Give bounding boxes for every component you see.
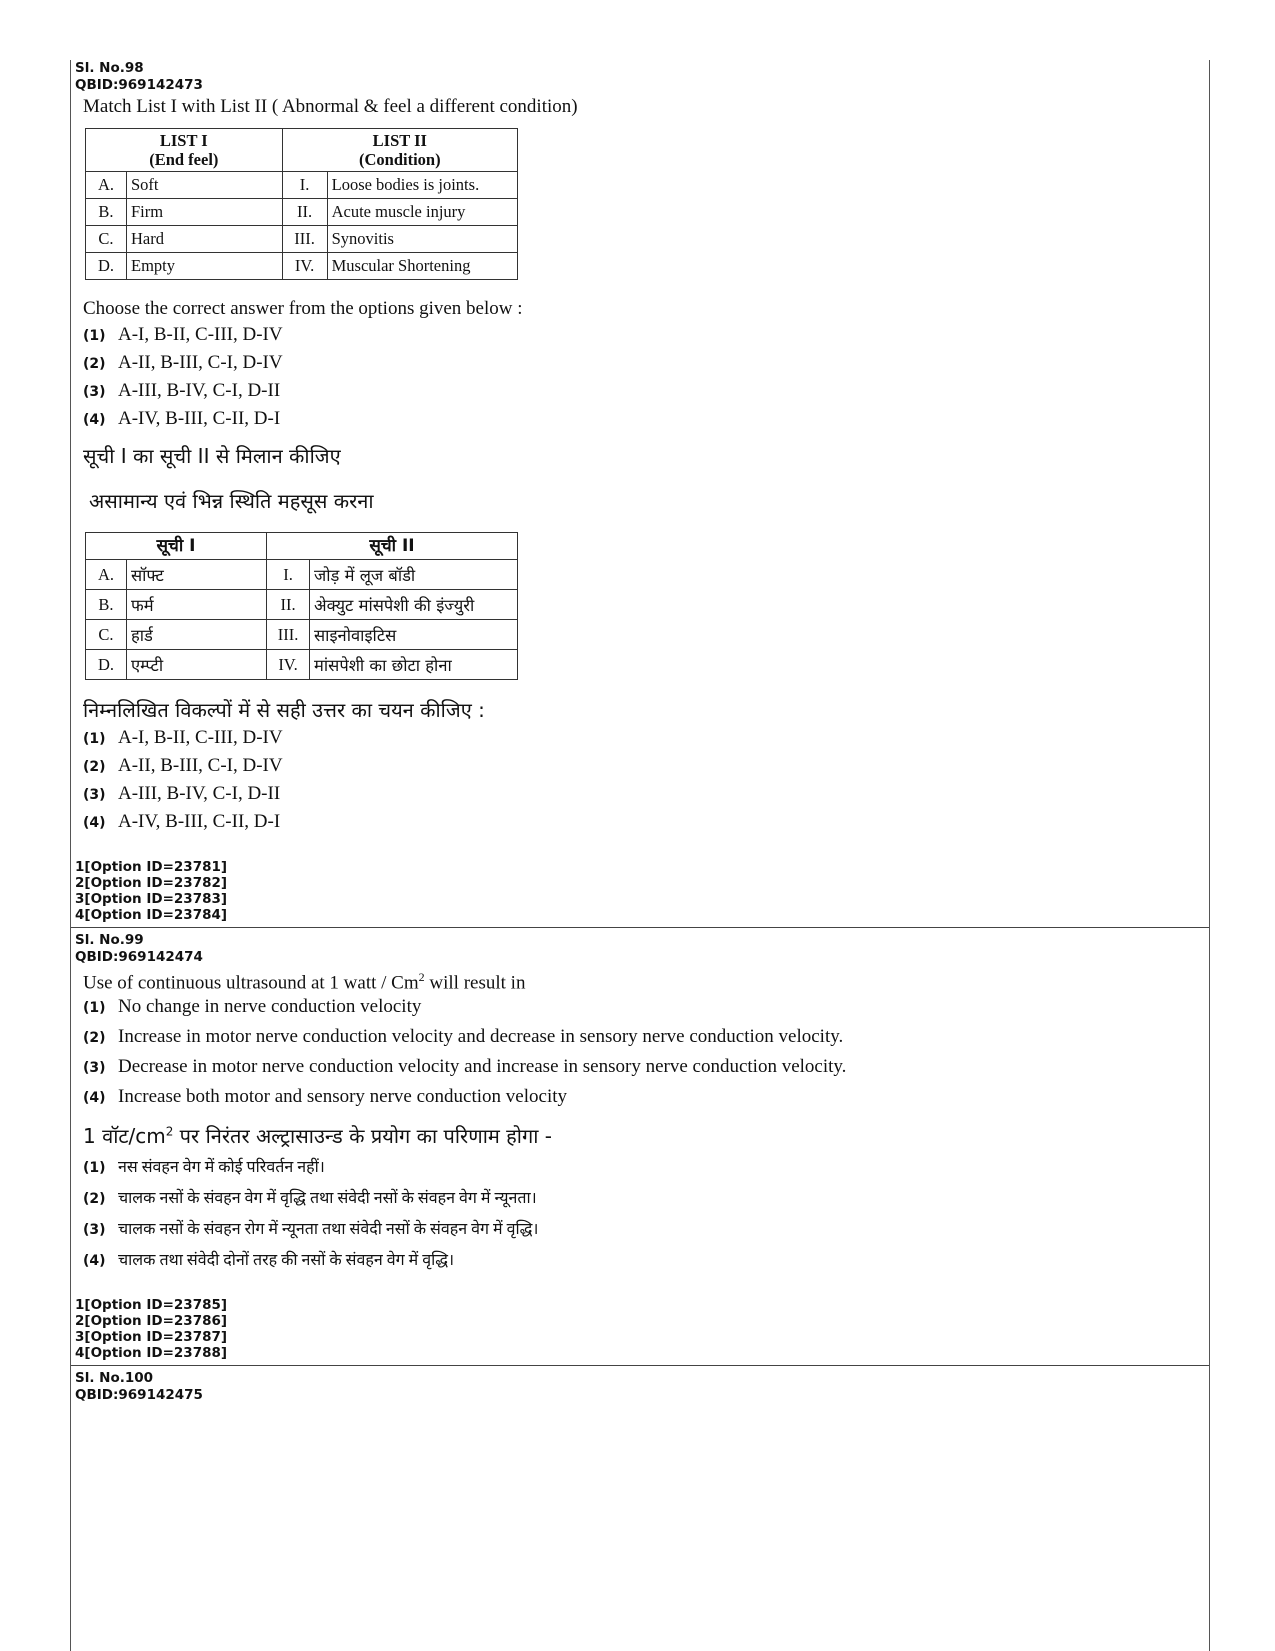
option-1[interactable]: (1) A-I, B-II, C-III, D-IV xyxy=(83,727,283,748)
question-100 xyxy=(71,1365,1209,1404)
table-row: A. Soft I. Loose bodies is joints. xyxy=(86,172,518,199)
serial-number: Sl. No.98 xyxy=(75,60,144,76)
choose-instruction-en: Choose the correct answer from the options given below : xyxy=(83,298,523,319)
qbid: QBID:969142475 xyxy=(75,1387,203,1404)
match-table-hi xyxy=(85,532,518,680)
option-id-list: 1[Option ID=23781] 2[Option ID=23782] 3[Option ID=23783] 4[Option ID=23784] xyxy=(75,859,228,923)
option-3[interactable]: (3) A-III, B-IV, C-I, D-II xyxy=(83,380,281,401)
table-row: C. Hard III. Synovitis xyxy=(86,226,518,253)
list2-header: LIST II (Condition) xyxy=(282,129,517,172)
qbid: QBID:969142474 xyxy=(75,949,203,965)
option-4[interactable]: (4) Increase both motor and sensory nerve conduction velocity xyxy=(83,1086,567,1108)
table-row: D. Empty IV. Muscular Shortening xyxy=(86,253,518,280)
option-4[interactable]: (4) A-IV, B-III, C-II, D-I xyxy=(83,408,281,429)
list1-header: LIST I (End feel) xyxy=(86,129,283,172)
option-3[interactable]: (3) Decrease in motor nerve conduction velocity and increase in sensory nerve conduction velocity. xyxy=(83,1056,847,1078)
option-4[interactable]: (4) A-IV, B-III, C-II, D-I xyxy=(83,811,281,832)
table-row: C. हार्ड III. साइनोवाइटिस xyxy=(86,620,518,650)
serial-number: Sl. No.100 xyxy=(75,1370,154,1387)
options-hi xyxy=(75,1155,1209,1279)
options-hi xyxy=(75,727,1209,839)
serial-number: Sl. No.99 xyxy=(75,932,144,948)
match-table-en xyxy=(85,128,518,280)
choose-instruction-hi: निम्नलिखित विकल्पों में से सही उत्तर का चयन कीजिए : xyxy=(83,698,485,722)
option-2[interactable]: (2) A-II, B-III, C-I, D-IV xyxy=(83,352,283,373)
options-en xyxy=(75,996,1209,1116)
question-98 xyxy=(71,60,1209,923)
option-id-list: 1[Option ID=23785] 2[Option ID=23786] 3[Option ID=23787] 4[Option ID=23788] xyxy=(75,1297,228,1362)
question-stem-hi: 1 $वॉट/cm^2$ पर निरंतर अल्ट्रासाउन्ड के प्रयोग का परिणाम होगा - xyxy=(83,1124,553,1149)
option-3[interactable]: (3) चालक नसों के संवहन रोग में न्यूनता तथा संवेदी नसों के संवहन वेग में वृद्धि। xyxy=(83,1221,539,1239)
question-stem-en: Use of continuous ultrasound at 1 watt / Cm$^2$ will result in xyxy=(83,970,526,994)
question-subtitle-hi: असामान्य एवं भिन्न स्थिति महसूस करना xyxy=(89,489,374,513)
option-2[interactable]: (2) A-II, B-III, C-I, D-IV xyxy=(83,755,283,776)
option-4[interactable]: (4) चालक तथा संवेदी दोनों तरह की नसों के संवहन वेग में वृद्धि। xyxy=(83,1252,455,1270)
list2-header-hi: सूची II xyxy=(267,533,518,560)
question-frame xyxy=(70,60,1210,1651)
table-row: A. सॉफ्ट I. जोड़ में लूज बॉडी xyxy=(86,560,518,590)
option-1[interactable]: (1) नस संवहन वेग में कोई परिवर्तन नहीं। xyxy=(83,1159,325,1177)
question-stem-en: Match List I with List II ( Abnormal & feel a different condition) xyxy=(83,96,578,117)
option-1[interactable]: (1) No change in nerve conduction velocity xyxy=(83,996,422,1018)
table-row: B. Firm II. Acute muscle injury xyxy=(86,199,518,226)
table-row: D. एम्प्टी IV. मांसपेशी का छोटा होना xyxy=(86,650,518,680)
option-3[interactable]: (3) A-III, B-IV, C-I, D-II xyxy=(83,783,281,804)
table-row: B. फर्म II. अेक्युट मांसपेशी की इंज्युरी xyxy=(86,590,518,620)
options-en xyxy=(75,324,1209,436)
list1-header-hi: सूची I xyxy=(86,533,267,560)
option-2[interactable]: (2) Increase in motor nerve conduction velocity and decrease in sensory nerve conduction velocity. xyxy=(83,1026,844,1048)
question-99 xyxy=(71,927,1209,1361)
question-stem-hi: सूची I का सूची II से मिलान कीजिए xyxy=(83,444,341,468)
qbid: QBID:969142473 xyxy=(75,77,203,93)
option-2[interactable]: (2) चालक नसों के संवहन वेग में वृद्धि तथा संवेदी नसों के संवहन वेग में न्यूनता। xyxy=(83,1190,537,1208)
option-1[interactable]: (1) A-I, B-II, C-III, D-IV xyxy=(83,324,283,345)
